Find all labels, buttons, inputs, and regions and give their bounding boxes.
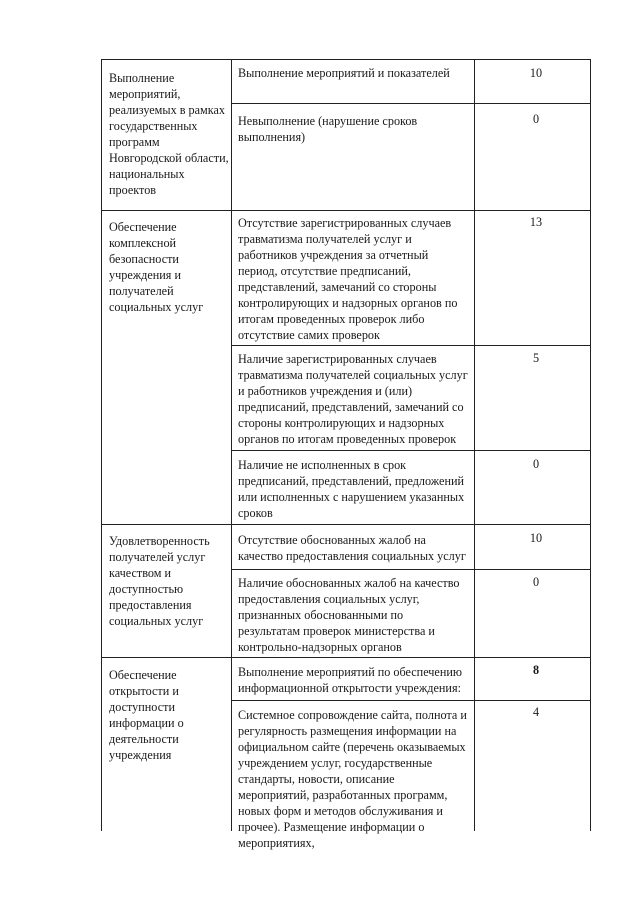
subrow-divider xyxy=(231,103,591,104)
indicator-cell: Наличие не исполненных в срок предписаний, представлений, предложений или исполненных с нарушением указанных сроков xyxy=(238,458,465,520)
column-divider-2 xyxy=(474,59,475,831)
row-divider xyxy=(101,657,591,658)
table-border-top xyxy=(101,59,591,60)
score-cell: 10 xyxy=(529,66,543,80)
criterion-cell: Обеспечение комплексной безопасности учреждения и получателей социальных услуг xyxy=(109,220,204,314)
subrow-divider xyxy=(231,569,591,570)
indicator-cell: Невыполнение (нарушение сроков выполнения) xyxy=(238,114,418,144)
score-cell: 5 xyxy=(532,351,540,365)
indicator-cell: Выполнение мероприятий по обеспечению информационной открытости учреждения: xyxy=(238,665,462,695)
score-cell: 0 xyxy=(532,112,540,126)
indicator-cell: Отсутствие зарегистрированных случаев травматизма получателей услуг и работников учреждения за отчетный период, отсутствие предписаний, представлений, замечаний со стороны контролирующих и надзорных органов по итогам проведенных проверок либо отсутствие самих проверок xyxy=(238,216,458,342)
subrow-divider xyxy=(231,345,591,346)
row-divider xyxy=(101,210,591,211)
score-cell: 0 xyxy=(532,575,540,589)
indicator-cell: Наличие обоснованных жалоб на качество предоставления социальных услуг, признанных обоснованными по результатам проверок министерства и контрольно-надзорных органов xyxy=(238,576,460,654)
criteria-table xyxy=(101,59,591,850)
indicator-cell: Отсутствие обоснованных жалоб на качество предоставления социальных услуг xyxy=(238,533,466,563)
indicator-cell: Наличие зарегистрированных случаев травматизма получателей социальных услуг и работников учреждения и (или) предписаний, представлений, замечаний со стороны контролирующих и надзорных органов по итогам проведенных проверок xyxy=(238,352,468,446)
score-cell: 4 xyxy=(532,705,540,719)
criterion-cell: Обеспечение открытости и доступности информации о деятельности учреждения xyxy=(109,668,184,762)
indicator-cell: Выполнение мероприятий и показателей xyxy=(238,66,450,80)
subrow-divider xyxy=(231,700,591,701)
column-divider-1 xyxy=(231,59,232,831)
score-cell: 0 xyxy=(532,457,540,471)
score-cell: 8 xyxy=(532,663,540,677)
row-divider xyxy=(101,524,591,525)
table-border-left xyxy=(101,59,102,831)
criterion-cell: Выполнение мероприятий, реализуемых в рамках государственных программ Новгородской области, национальных проектов xyxy=(109,71,229,197)
criterion-cell: Удовлетворенность получателей услуг качеством и доступностью предоставления социальных услуг xyxy=(109,534,210,628)
subrow-divider xyxy=(231,450,591,451)
indicator-cell: Системное сопровождение сайта, полнота и регулярность размещения информации на официальном сайте (перечень оказываемых учреждением услуг, государственные стандарты, новости, описание мероприятий, разработанных программ, новых форм и методов обслуживания и прочее). Размещение информации о мероприятиях, xyxy=(238,708,467,850)
score-cell: 10 xyxy=(529,531,543,545)
score-cell: 13 xyxy=(529,215,543,229)
